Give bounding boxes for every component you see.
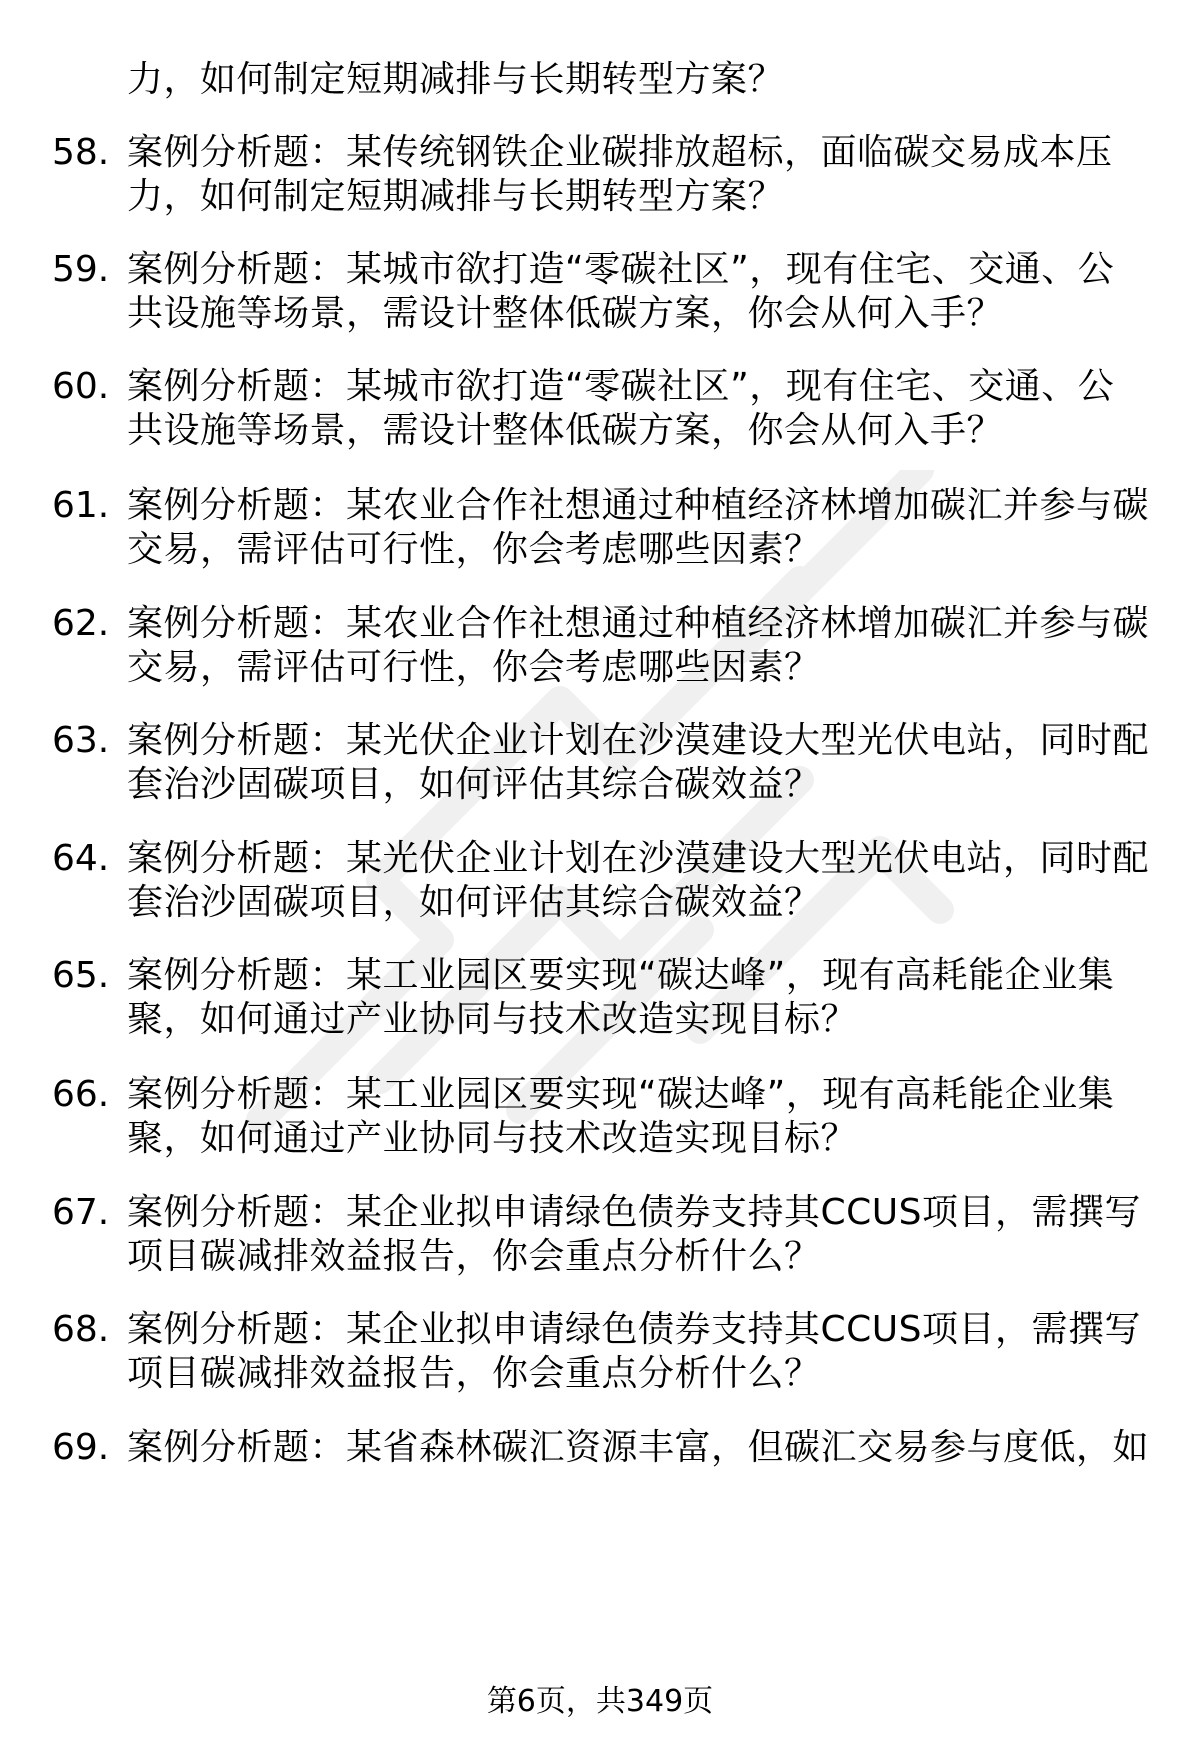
- question-text-line1: 案例分析题：某城市欲打造“零碳社区”，现有住宅、交通、公: [127, 249, 1115, 290]
- question-number: 65.: [52, 955, 110, 996]
- watermark-graphic: [180, 470, 1080, 1170]
- question-text-line1: 案例分析题：某企业拟申请绿色债券支持其CCUS项目，需撰写: [127, 1309, 1141, 1350]
- question-text-line1: 案例分析题：某企业拟申请绿色债券支持其CCUS项目，需撰写: [127, 1192, 1141, 1233]
- question-number: 64.: [52, 838, 110, 879]
- question-text-line2: 交易，需评估可行性，你会考虑哪些因素？: [127, 529, 821, 570]
- question-text-line2: 聚，如何通过产业协同与技术改造实现目标？: [127, 999, 858, 1040]
- question-text-line1: 案例分析题：某农业合作社想通过种植经济林增加碳汇并参与碳: [127, 485, 1150, 526]
- question-number: 60.: [52, 366, 110, 407]
- question-number: 62.: [52, 603, 110, 644]
- question-text-line1: 案例分析题：某农业合作社想通过种植经济林增加碳汇并参与碳: [127, 603, 1150, 644]
- page-number-footer: 第6页，共349页: [486, 1684, 714, 1719]
- question-number: 58.: [52, 132, 110, 173]
- question-text-line2: 套治沙固碳项目，如何评估其综合碳效益？: [127, 764, 821, 805]
- question-text-line2: 共设施等场景，需设计整体低碳方案，你会从何入手？: [127, 410, 1004, 451]
- question-text-line2: 力，如何制定短期减排与长期转型方案？: [127, 176, 785, 217]
- continued-text: 力，如何制定短期减排与长期转型方案？: [127, 59, 785, 100]
- question-number: 59.: [52, 249, 110, 290]
- question-text-line2: 交易，需评估可行性，你会考虑哪些因素？: [127, 647, 821, 688]
- question-text-line2: 套治沙固碳项目，如何评估其综合碳效益？: [127, 882, 821, 923]
- question-text-line1: 案例分析题：某省森林碳汇资源丰富，但碳汇交易参与度低，如: [127, 1427, 1150, 1468]
- question-text-line2: 聚，如何通过产业协同与技术改造实现目标？: [127, 1118, 858, 1159]
- question-number: 66.: [52, 1074, 110, 1115]
- question-text-line2: 项目碳减排效益报告，你会重点分析什么？: [127, 1353, 821, 1394]
- question-text-line1: 案例分析题：某传统钢铁企业碳排放超标，面临碳交易成本压: [127, 132, 1113, 173]
- question-text-line2: 共设施等场景，需设计整体低碳方案，你会从何入手？: [127, 293, 1004, 334]
- question-text-line1: 案例分析题：某工业园区要实现“碳达峰”，现有高耗能企业集: [127, 955, 1115, 996]
- question-text-line2: 项目碳减排效益报告，你会重点分析什么？: [127, 1236, 821, 1277]
- question-text-line1: 案例分析题：某城市欲打造“零碳社区”，现有住宅、交通、公: [127, 366, 1115, 407]
- question-number: 67.: [52, 1192, 110, 1233]
- question-text-line1: 案例分析题：某光伏企业计划在沙漠建设大型光伏电站，同时配: [127, 838, 1150, 879]
- question-number: 61.: [52, 485, 110, 526]
- question-number: 69.: [52, 1427, 110, 1468]
- question-number: 68.: [52, 1309, 110, 1350]
- question-number: 63.: [52, 720, 110, 761]
- question-text-line1: 案例分析题：某光伏企业计划在沙漠建设大型光伏电站，同时配: [127, 720, 1150, 761]
- question-text-line1: 案例分析题：某工业园区要实现“碳达峰”，现有高耗能企业集: [127, 1074, 1115, 1115]
